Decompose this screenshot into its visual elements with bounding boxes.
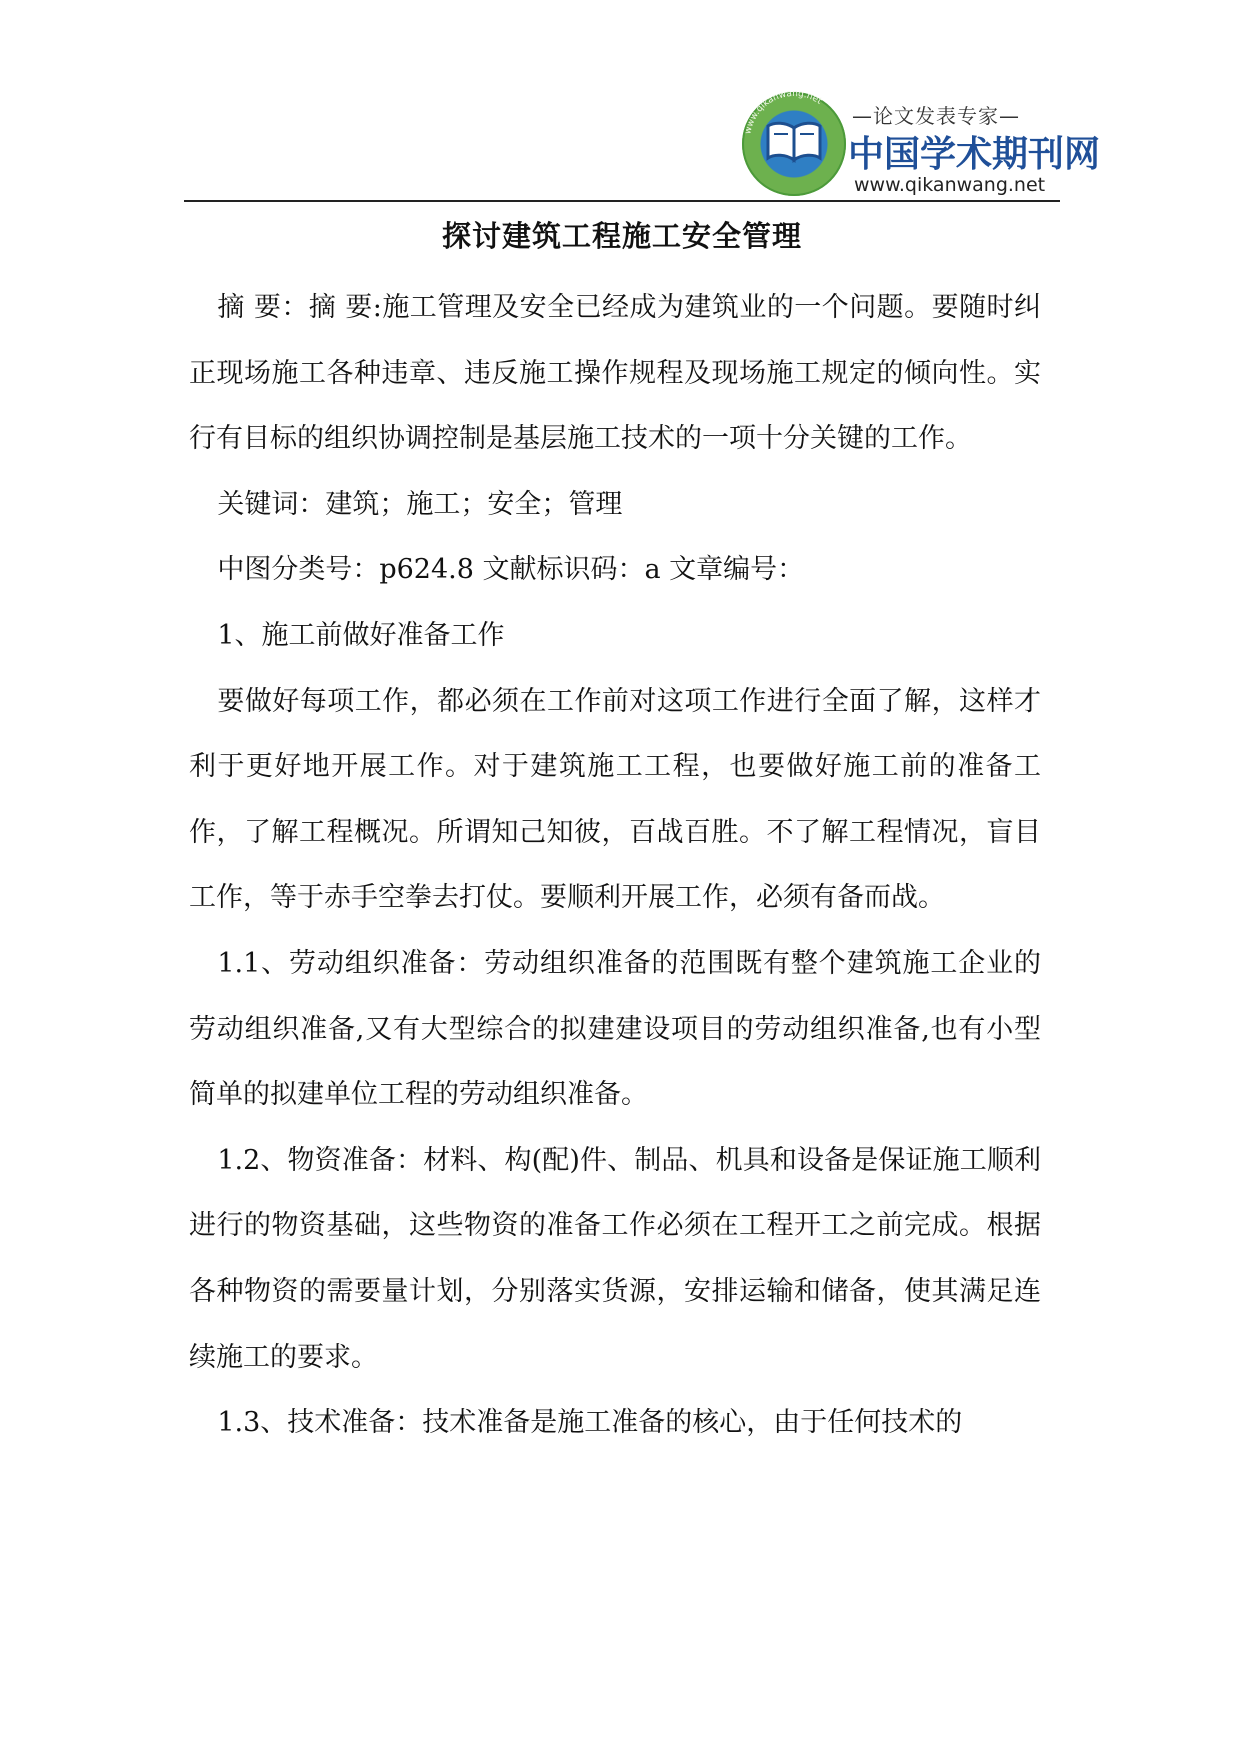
abstract-paragraph: 摘 要：摘 要:施工管理及安全已经成为建筑业的一个问题。要随时纠正现场施工各种违章、违反施工操作规程及现场施工规定的倾向性。实行有目标的组织协调控制是基层施工技术的一项十分关键的工作。 [189, 292, 1041, 455]
logo-url: www.qikanwang.net [854, 174, 1046, 196]
document-title: 探讨建筑工程施工安全管理 [441, 219, 802, 253]
body-paragraph: 1.3、技术准备：技术准备是施工准备的核心，由于任何技术的 [217, 1407, 963, 1439]
body-paragraph: 1.1、劳动组织准备：劳动组织准备的范围既有整个建筑施工企业的劳动组织准备,又有大型综合的拟建建设项目的劳动组织准备,也有小型简单的拟建单位工程的劳动组织准备。 [189, 947, 1041, 1111]
logo-name: 中国学术期刊网 [848, 134, 1101, 175]
book-icon [764, 118, 824, 166]
document-body [189, 275, 1041, 1456]
site-logo [742, 88, 1101, 200]
body-paragraph: 要做好每项工作，都必须在工作前对这项工作进行全面了解，这样才利于更好地开展工作。对于建筑施工工程，也要做好施工前的准备工作，了解工程概况。所谓知己知彼，百战百胜。不了解工程情况，盲目工作，等于赤手空拳去打仗。要顺利开展工作，必须有备而战。 [189, 685, 1041, 914]
header-divider [184, 200, 1060, 202]
body-paragraph: 1.2、物资准备：材料、构(配)件、制品、机具和设备是保证施工顺利进行的物资基础，这些物资的准备工作必须在工程开工之前完成。根据各种物资的需要量计划，分别落实货源，安排运输和储备，使其满足连续施工的要求。 [189, 1144, 1041, 1373]
logo-tagline: —论文发表专家— [852, 104, 1020, 128]
keywords-paragraph: 关键词：建筑；施工；安全；管理 [217, 488, 623, 520]
svg-text:www.qikanwang.net: www.qikanwang.net [743, 88, 824, 136]
classification-paragraph: 中图分类号：p624.8 文献标识码：a 文章编号： [217, 554, 805, 586]
section-heading: 1、施工前做好准备工作 [217, 619, 505, 651]
